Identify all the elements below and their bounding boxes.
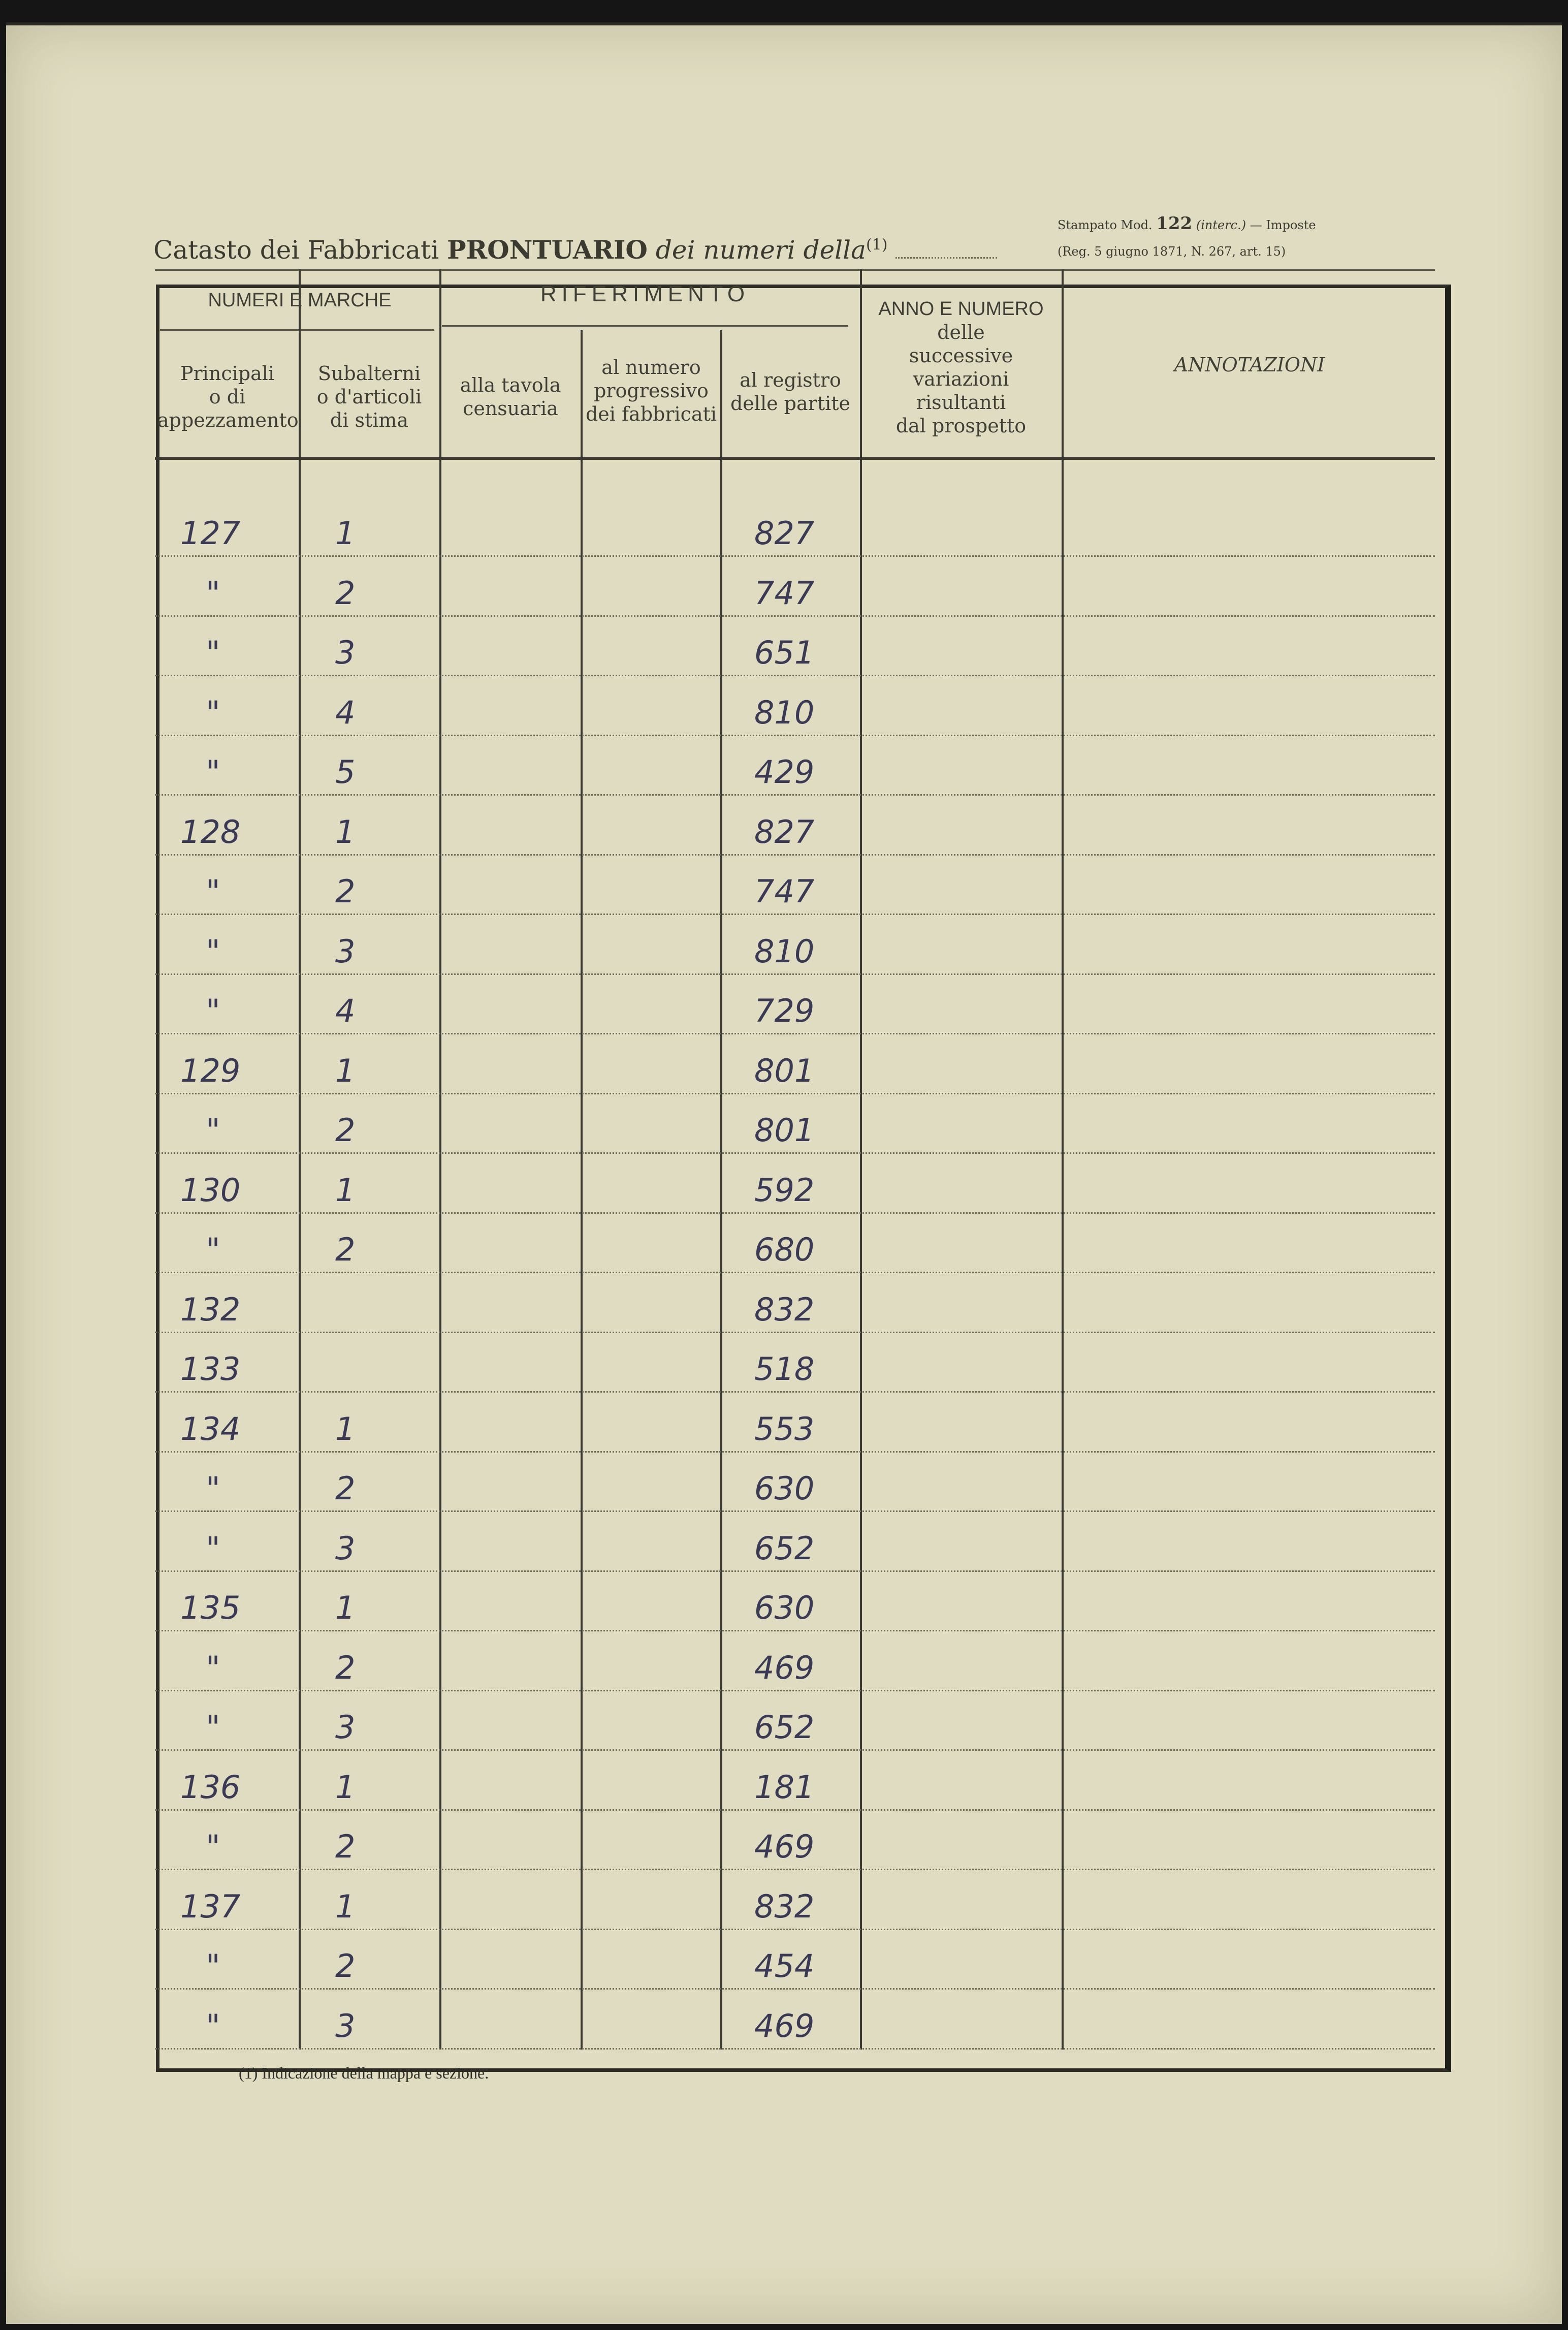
cell-subalterno: 3 (335, 933, 356, 970)
col-divider-5 (860, 269, 862, 2050)
cell-registro: 652 (754, 1530, 815, 1567)
cell-subalterno: 1 (335, 1888, 356, 1925)
cell-registro: 469 (754, 2007, 815, 2044)
cell-registro: 810 (754, 933, 815, 970)
stamp-mod-number: 122 (1156, 213, 1193, 234)
cell-principale: " (206, 1649, 220, 1686)
row-rule (155, 1451, 1435, 1453)
numeri-group-rule (160, 329, 434, 331)
cell-principale: 128 (180, 813, 241, 851)
cell-principale: " (206, 992, 220, 1029)
riferimento-group-rule (442, 325, 848, 327)
cell-registro: 747 (754, 575, 815, 612)
cell-registro: 630 (754, 1589, 815, 1626)
cell-principale: " (206, 933, 220, 970)
cell-registro: 827 (754, 813, 815, 851)
cell-subalterno: 2 (335, 1470, 356, 1507)
cell-registro: 553 (754, 1410, 815, 1447)
cell-registro: 801 (754, 1112, 815, 1149)
cell-subalterno: 3 (335, 1709, 356, 1746)
row-rule (155, 1212, 1435, 1214)
cell-principale: " (206, 2007, 220, 2044)
cell-subalterno: 2 (335, 575, 356, 612)
header-subalterni: Subalterni o d'articoli di stima (316, 362, 422, 431)
header-registro: al registro delle partite (730, 369, 850, 415)
cell-principale: " (206, 1709, 220, 1746)
cell-registro: 454 (754, 1947, 815, 1985)
header-principali: Principali o di appezzamento (157, 362, 299, 431)
header-bottom-rule (155, 457, 1435, 460)
row-rule (155, 1630, 1435, 1631)
title-bold: PRONTUARIO (447, 235, 648, 265)
header-numero-progressivo: al numero progressivo dei fabbricati (585, 356, 717, 425)
header-annotazioni: ANNOTAZIONI (1174, 354, 1325, 376)
row-rule (155, 914, 1435, 915)
stamp-imposte: — Imposte (1250, 218, 1316, 232)
cell-principale: " (206, 634, 220, 671)
cell-registro: 651 (754, 634, 815, 671)
stamp-line-1 (1058, 210, 1316, 238)
cell-registro: 630 (754, 1470, 815, 1507)
cell-subalterno: 1 (335, 515, 356, 552)
cell-subalterno: 1 (335, 1769, 356, 1806)
cell-registro: 747 (754, 873, 815, 910)
cell-registro: 469 (754, 1649, 815, 1686)
header-riferimento: RIFERIMENTO (540, 281, 750, 306)
page-title (153, 235, 997, 265)
cell-subalterno: 1 (335, 1410, 356, 1447)
cell-registro: 518 (754, 1350, 815, 1388)
row-rule (155, 1809, 1435, 1811)
cell-subalterno: 2 (335, 1947, 356, 1985)
header-numeri-e-marche: NUMERI E MARCHE (208, 290, 392, 311)
row-rule (155, 794, 1435, 796)
row-rule (155, 1869, 1435, 1870)
stamp-mod-label: Stampato Mod. (1058, 218, 1153, 232)
cell-registro: 469 (754, 1828, 815, 1865)
cell-subalterno: 2 (335, 873, 356, 910)
cell-registro: 832 (754, 1888, 815, 1925)
cell-registro: 827 (754, 515, 815, 552)
row-rule (155, 1929, 1435, 1930)
cell-subalterno: 4 (335, 992, 356, 1029)
cell-principale: 137 (180, 1888, 241, 1925)
cell-principale: 133 (180, 1350, 241, 1388)
cell-principale: 134 (180, 1410, 241, 1447)
row-rule (155, 555, 1435, 557)
cell-subalterno: 1 (335, 1589, 356, 1626)
col-divider-3 (581, 330, 583, 2050)
row-rule (155, 1272, 1435, 1273)
col-divider-6 (1062, 269, 1064, 2050)
cell-principale: 127 (180, 515, 241, 552)
title-footnote-marker: (1) (866, 236, 888, 254)
cell-subalterno: 1 (335, 1052, 356, 1089)
cell-subalterno: 2 (335, 1231, 356, 1268)
cell-subalterno: 5 (335, 753, 356, 791)
row-rule (155, 2048, 1435, 2050)
row-rule (155, 615, 1435, 617)
cell-subalterno: 2 (335, 1112, 356, 1149)
stamp-line-2: (Reg. 5 giugno 1871, N. 267, art. 15) (1058, 244, 1286, 259)
stamp-note (1058, 210, 1316, 265)
cell-subalterno: 2 (335, 1828, 356, 1865)
cell-principale: " (206, 1231, 220, 1268)
cell-subalterno: 3 (335, 634, 356, 671)
title-italic: dei numeri della (655, 235, 866, 265)
row-rule (155, 1152, 1435, 1154)
row-rule (155, 1033, 1435, 1034)
cell-subalterno: 1 (335, 1172, 356, 1209)
row-rule (155, 675, 1435, 676)
cell-principale: 129 (180, 1052, 241, 1089)
cell-registro: 680 (754, 1231, 815, 1268)
cell-principale: " (206, 1470, 220, 1507)
row-rule (155, 1093, 1435, 1094)
row-rule (155, 1690, 1435, 1691)
row-rule (155, 973, 1435, 975)
cell-subalterno: 1 (335, 813, 356, 851)
cell-registro: 810 (754, 694, 815, 731)
cell-principale: " (206, 873, 220, 910)
stamp-interc: (interc.) (1196, 218, 1246, 232)
footnote: (1) Indicazione della mappa e sezione. (239, 2064, 489, 2082)
cell-principale: " (206, 1947, 220, 1985)
row-rule (155, 735, 1435, 736)
col-divider-1 (299, 269, 301, 2050)
cell-registro: 592 (754, 1172, 815, 1209)
cell-principale: 135 (180, 1589, 241, 1626)
cell-principale: " (206, 1530, 220, 1567)
cell-principale: 132 (180, 1291, 241, 1328)
cell-subalterno: 3 (335, 2007, 356, 2044)
row-rule (155, 1510, 1435, 1512)
title-pre: Catasto dei Fabbricati (153, 235, 439, 265)
cell-principale: " (206, 753, 220, 791)
header-anno-numero: ANNO E NUMERO delle successive variazioni risultanti dal prospetto (878, 298, 1044, 437)
cell-registro: 181 (754, 1769, 815, 1806)
cell-principale: 130 (180, 1172, 241, 1209)
cell-registro: 652 (754, 1709, 815, 1746)
cell-registro: 801 (754, 1052, 815, 1089)
row-rule (155, 854, 1435, 856)
cell-subalterno: 3 (335, 1530, 356, 1567)
title-blank-line (895, 247, 997, 259)
cell-subalterno: 4 (335, 694, 356, 731)
cell-principale: " (206, 1112, 220, 1149)
cell-registro: 429 (754, 753, 815, 791)
row-rule (155, 1391, 1435, 1393)
row-rule (155, 1570, 1435, 1572)
row-rule (155, 1332, 1435, 1333)
cell-principale: " (206, 694, 220, 731)
cell-registro: 729 (754, 992, 815, 1029)
col-divider-2 (439, 269, 441, 2050)
col-divider-4 (720, 330, 722, 2050)
cell-principale: 136 (180, 1769, 241, 1806)
row-rule (155, 1749, 1435, 1751)
cell-principale: " (206, 575, 220, 612)
row-rule (155, 1988, 1435, 1990)
header-tavola: alla tavola censuaria (460, 374, 561, 420)
cell-subalterno: 2 (335, 1649, 356, 1686)
table-top-rule (155, 269, 1435, 271)
cell-principale: " (206, 1828, 220, 1865)
cell-registro: 832 (754, 1291, 815, 1328)
